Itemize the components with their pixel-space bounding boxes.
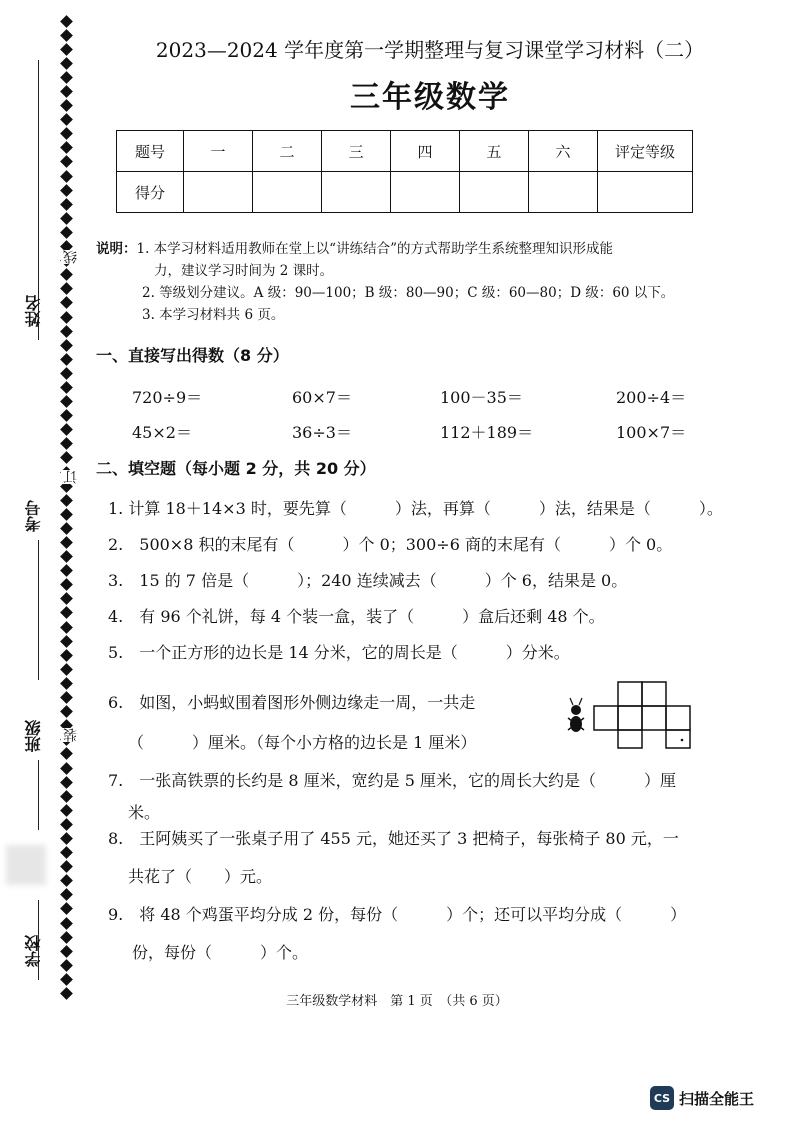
calc-item: 200÷4＝: [616, 388, 687, 407]
diamond-mark: [60, 973, 73, 986]
question-6-line-1: 6. 如图，小蚂蚁围着图形外侧边缘走一周，一共走: [108, 693, 476, 712]
diamond-mark: [60, 874, 73, 887]
question-5: 5. 一个正方形的边长是 14 分米，它的周长是（ ）分米。: [108, 643, 570, 662]
exam-no-label: 考号: [24, 500, 43, 532]
question-7-line-1: 7. 一张高铁票的长约是 8 厘米，宽约是 5 厘米，它的周长大约是（ ）厘: [108, 771, 676, 790]
score-table-header-row: [117, 131, 693, 172]
diamond-mark: [60, 790, 73, 803]
diamond-mark: [60, 550, 73, 563]
instruction-item: 力，建议学习时间为 2 课时。: [154, 263, 334, 279]
calc-item: 100－35＝: [440, 388, 523, 407]
diamond-mark: [60, 635, 73, 648]
score-cell: 一: [184, 131, 253, 172]
diamond-mark: [60, 43, 73, 56]
question-4: 4. 有 96 个礼饼，每 4 个装一盒，装了（ ）盒后还剩 48 个。: [108, 607, 605, 626]
diamond-mark: [60, 917, 73, 930]
diamond-mark: [60, 578, 73, 591]
instruction-item: 3. 本学习材料共 6 页。: [142, 307, 285, 323]
diamond-mark: [60, 494, 73, 507]
diamond-mark: [60, 804, 73, 817]
cs-logo-icon: CS: [650, 1086, 674, 1110]
question-8-line-2: 共花了（ ）元。: [128, 867, 273, 886]
calc-item: 100×7＝: [616, 423, 687, 442]
diamond-mark: [60, 621, 73, 634]
diamond-mark: [60, 522, 73, 535]
diamond-mark: [60, 762, 73, 775]
question-9-line-2: 份，每份（ ）个。: [132, 943, 309, 962]
diamond-mark: [60, 860, 73, 873]
grid-squares: [594, 682, 690, 748]
question-1: 1. 计算 18＋14×3 时，要先算（ ）法，再算（ ）法，结果是（ ）。: [108, 499, 723, 518]
scanner-brand-name: 扫描全能王: [679, 1089, 755, 1108]
diamond-mark: [60, 71, 73, 84]
diamond-mark: [60, 452, 73, 465]
score-blank-cell[interactable]: [253, 172, 322, 213]
diamond-mark: [60, 437, 73, 450]
redacted-smudge: [6, 845, 46, 885]
diamond-mark: [60, 508, 73, 521]
score-blank-cell[interactable]: [529, 172, 598, 213]
diamond-mark: [60, 607, 73, 620]
diamond-mark: [60, 85, 73, 98]
bind-mark-bind: 装: [63, 728, 79, 742]
diamond-mark: [60, 311, 73, 324]
calc-item: 45×2＝: [132, 423, 192, 442]
section-2-heading: 二、填空题（每小题 2 分，共 20 分）: [96, 459, 376, 478]
diamond-mark: [60, 931, 73, 944]
score-table: [116, 130, 693, 213]
diamond-mark: [60, 226, 73, 239]
score-blank-cell[interactable]: [598, 172, 693, 213]
grid-dot: [681, 739, 684, 742]
diamond-mark: [60, 959, 73, 972]
calc-item: 60×7＝: [292, 388, 352, 407]
diamond-mark: [60, 282, 73, 295]
document-subtitle: 三年级数学: [350, 80, 510, 115]
calc-item: 112＋189＝: [440, 423, 534, 442]
score-cell: 三: [322, 131, 391, 172]
diamond-mark: [60, 142, 73, 155]
diamond-mark: [60, 395, 73, 408]
question-6-line-2: （ ）厘米。（每个小方格的边长是 1 厘米）: [128, 733, 477, 752]
section-1-heading: 一、直接写出得数（8 分）: [96, 346, 289, 365]
bind-mark-order: 订: [63, 470, 79, 484]
question-8-line-1: 8. 王阿姨买了一张桌子用了 455 元，她还买了 3 把椅子，每张椅子 80 元，一: [108, 829, 679, 848]
diamond-mark: [60, 268, 73, 281]
diamond-mark: [60, 113, 73, 126]
diamond-mark: [60, 748, 73, 761]
diamond-mark: [60, 127, 73, 140]
instruction-item: 1. 本学习材料适用教师在堂上以“讲练结合”的方式帮助学生系统整理知识形成能: [136, 241, 613, 257]
diamond-mark: [60, 649, 73, 662]
diamond-mark: [60, 888, 73, 901]
binding-diamond-border: [58, 14, 74, 1004]
calc-item: 720÷9＝: [132, 388, 203, 407]
score-blank-cell[interactable]: [322, 172, 391, 213]
diamond-mark: [60, 945, 73, 958]
diamond-mark: [60, 325, 73, 338]
page-footer: 三年级数学材料 第 1 页 （共 6 页）: [286, 994, 508, 1009]
ant-icon: [568, 698, 584, 732]
score-cell: 五: [460, 131, 529, 172]
diamond-mark: [60, 423, 73, 436]
score-cell: 题号: [117, 131, 184, 172]
diamond-mark: [60, 29, 73, 42]
diamond-mark: [60, 903, 73, 916]
question-9-line-1: 9. 将 48 个鸡蛋平均分成 2 份，每份（ ）个；还可以平均分成（ ）: [108, 905, 687, 924]
diamond-mark: [60, 846, 73, 859]
diamond-mark: [60, 381, 73, 394]
instruction-item: 2. 等级划分建议。A 级：90—100；B 级：80—90；C 级：60—80；D 级：60 以下。: [142, 285, 675, 301]
scanner-watermark: [650, 1086, 754, 1110]
diamond-mark: [60, 409, 73, 422]
name-label: 姓名: [24, 295, 43, 327]
diamond-mark: [60, 15, 73, 28]
diamond-mark: [60, 297, 73, 310]
score-cell: 得分: [117, 172, 184, 213]
diamond-mark: [60, 339, 73, 352]
exam-no-line: [38, 540, 39, 680]
document-title: 2023—2024 学年度第一学期整理与复习课堂学习材料（二）: [155, 38, 705, 62]
diamond-mark: [60, 691, 73, 704]
bind-mark-line: 线: [63, 250, 79, 264]
grid-figure: [560, 680, 700, 750]
score-blank-cell[interactable]: [184, 172, 253, 213]
diamond-mark: [60, 57, 73, 70]
diamond-mark: [60, 663, 73, 676]
instructions-label: 说明：: [96, 241, 137, 257]
question-2: 2. 500×8 积的末尾有（ ）个 0；300÷6 商的末尾有（ ）个 0。: [108, 535, 673, 554]
question-3: 3. 15 的 7 倍是（ ）；240 连续减去（ ）个 6，结果是 0。: [108, 571, 628, 590]
diamond-mark: [60, 353, 73, 366]
diamond-mark: [60, 367, 73, 380]
score-blank-cell[interactable]: [391, 172, 460, 213]
score-cell: 二: [253, 131, 322, 172]
score-cell: 六: [529, 131, 598, 172]
diamond-mark: [60, 564, 73, 577]
diamond-mark: [60, 776, 73, 789]
score-blank-cell[interactable]: [460, 172, 529, 213]
calc-item: 36÷3＝: [292, 423, 352, 442]
instructions: [96, 238, 674, 326]
diamond-mark: [60, 212, 73, 225]
diamond-mark: [60, 677, 73, 690]
diamond-mark: [60, 184, 73, 197]
score-table-score-row: [117, 172, 693, 213]
diamond-mark: [60, 156, 73, 169]
diamond-mark: [60, 198, 73, 211]
diamond-mark: [60, 170, 73, 183]
diamond-mark: [60, 536, 73, 549]
class-line: [38, 760, 39, 830]
class-label: 班级: [24, 720, 43, 752]
diamond-mark: [60, 832, 73, 845]
diamond-mark: [60, 99, 73, 112]
school-label: 学校: [24, 935, 43, 967]
diamond-mark: [60, 705, 73, 718]
diamond-mark: [60, 593, 73, 606]
score-cell: 评定等级: [598, 131, 693, 172]
score-cell: 四: [391, 131, 460, 172]
question-7-line-2: 米。: [128, 803, 161, 822]
diamond-mark: [60, 818, 73, 831]
